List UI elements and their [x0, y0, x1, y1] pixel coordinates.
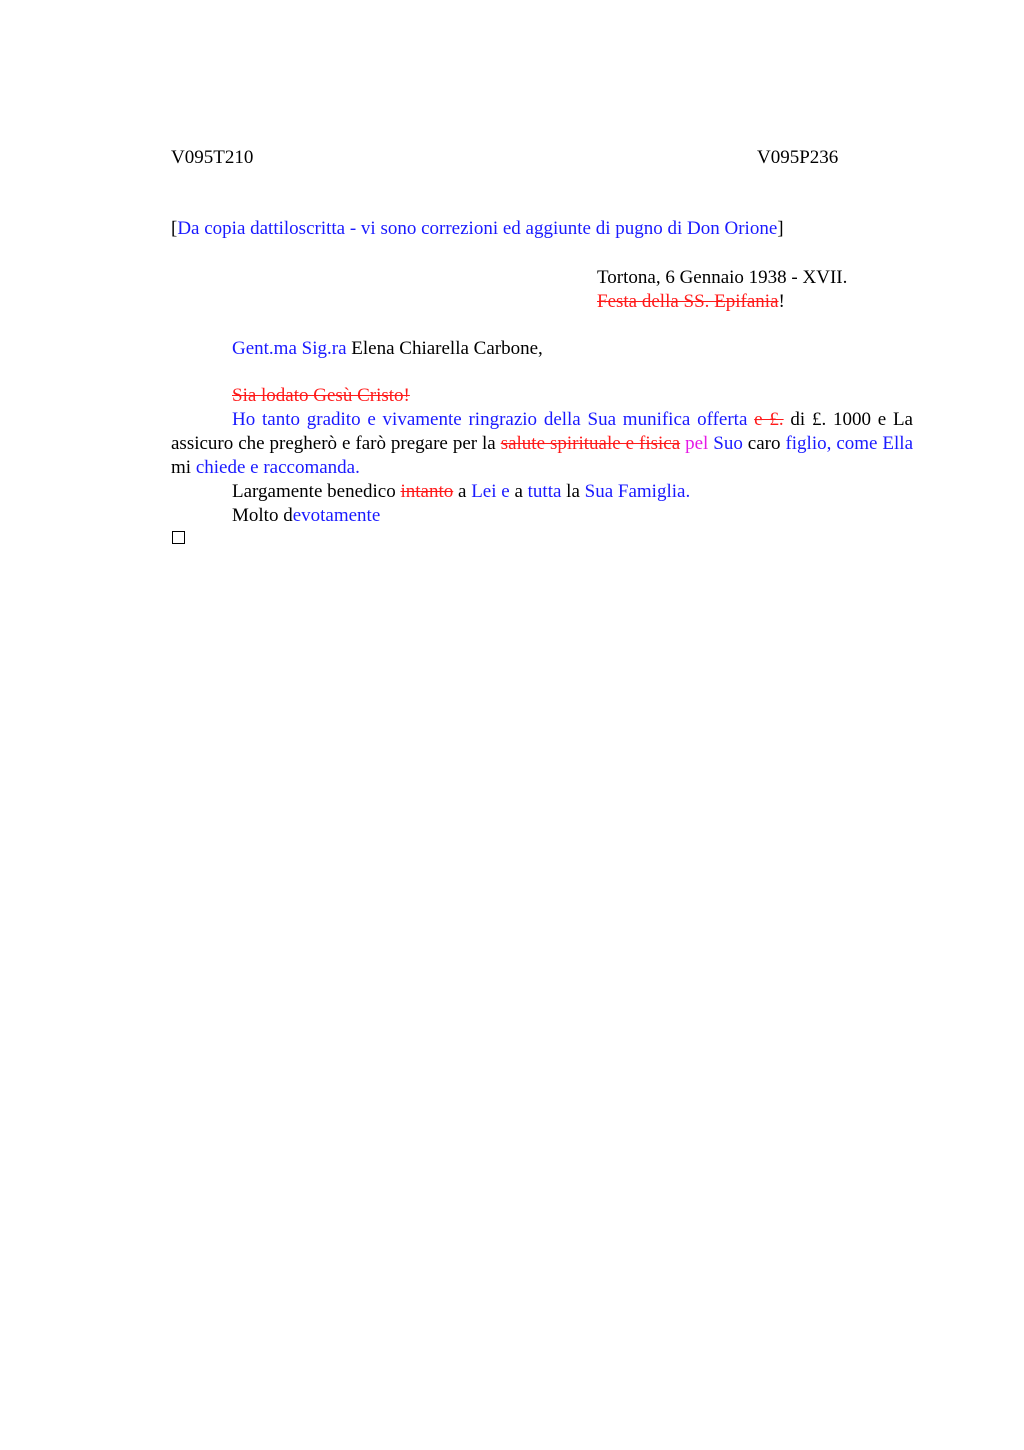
- letter-body: [171, 408, 913, 528]
- salutation: [232, 337, 543, 361]
- salutation-name: Elena Chiarella Carbone,: [346, 338, 543, 359]
- closing-seg-2: evotamente: [292, 505, 381, 526]
- checkbox-square-icon: [172, 531, 185, 544]
- closing-line: [171, 504, 913, 528]
- p1-seg-5-alt-addition: pel: [685, 433, 709, 454]
- p1-seg-2-deleted: e £.: [754, 409, 784, 430]
- p1-seg-10: chiede e raccomanda.: [195, 457, 360, 478]
- p2-seg-7: la: [561, 481, 585, 502]
- p2-seg-8: Sua Famiglia.: [584, 481, 691, 502]
- p1-seg-3: di £. 1000 e La assicuro che pregherò e farò pregare per la: [171, 409, 913, 454]
- feast-deleted-text: Festa della SS. Epifania: [597, 291, 779, 312]
- p1-seg-4-deleted: salute spirituale e fisica: [500, 433, 681, 454]
- feast-punctuation: !: [778, 291, 785, 312]
- p2-seg-6: tutta: [527, 481, 562, 502]
- source-note-open-bracket: [: [171, 218, 178, 239]
- p1-seg-9: mi: [171, 457, 196, 478]
- source-note-text: Da copia dattiloscritta - vi sono correzioni ed aggiunte di pugno di Don Orione: [177, 218, 778, 239]
- p1-seg-7: caro: [742, 433, 786, 454]
- greeting-deleted: [232, 384, 410, 408]
- p2-seg-4: Lei e: [471, 481, 510, 502]
- p2-seg-1: Largamente benedico: [232, 481, 401, 502]
- paragraph-blessing: [171, 480, 913, 504]
- source-note: [171, 217, 784, 241]
- source-note-close-bracket: ]: [777, 218, 784, 239]
- p1-seg-1: Ho tanto gradito e vivamente ringrazio della Sua munifica offerta: [232, 409, 748, 430]
- p1-seg-6: Suo: [713, 433, 743, 454]
- p2-seg-5: a: [509, 481, 528, 502]
- header-right-code: V095P236: [757, 147, 839, 168]
- p1-seg-8: figlio, come Ella: [785, 433, 914, 454]
- header-left-code: V095T210: [171, 147, 254, 168]
- dateline-feast: [597, 290, 785, 314]
- p2-seg-3: a: [453, 481, 472, 502]
- p2-seg-2-deleted: intanto: [400, 481, 454, 502]
- closing-seg-1: Molto d: [232, 505, 293, 526]
- paragraph-offering: [171, 408, 913, 480]
- dateline-place-date: Tortona, 6 Gennaio 1938 - XVII.: [597, 267, 848, 288]
- greeting-deleted-text: Sia lodato Gesù Cristo!: [232, 385, 410, 406]
- salutation-title: Gent.ma Sig.ra: [232, 338, 347, 359]
